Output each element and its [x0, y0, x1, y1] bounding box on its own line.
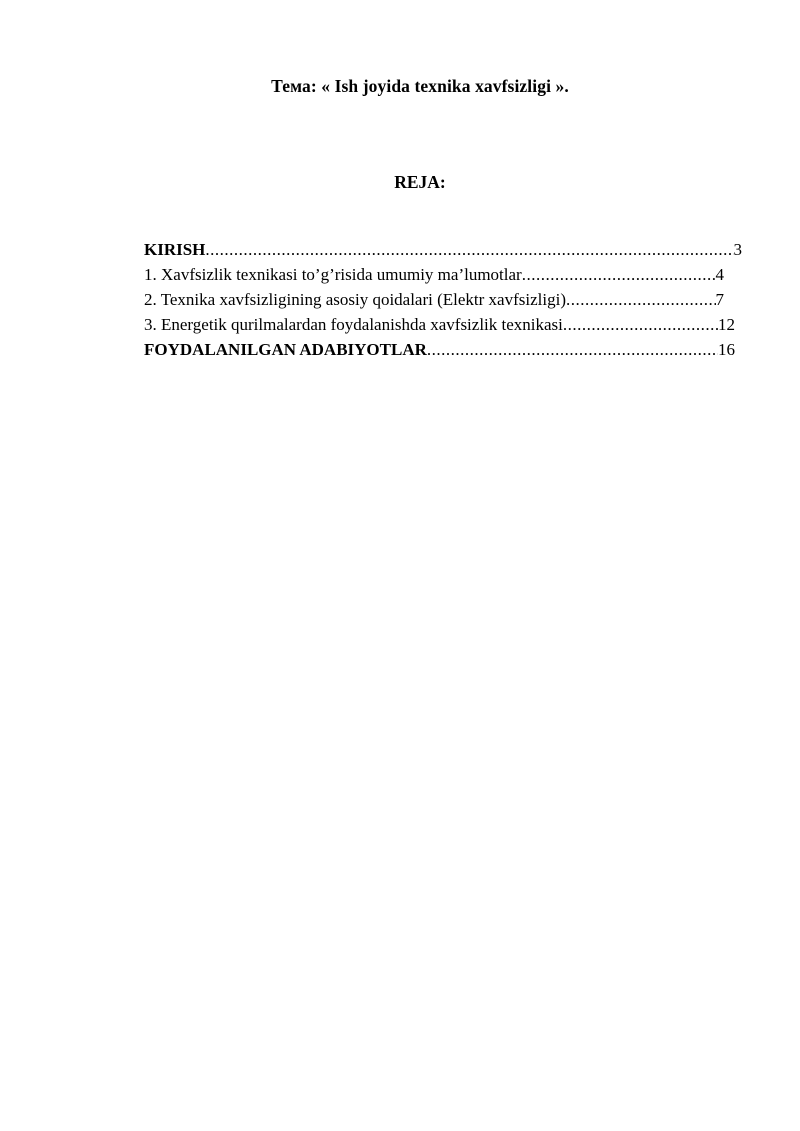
toc-entry-title: 2. Texnika xavfsizligining asosiy qoidalari (Elektr xavfsizligi)	[144, 290, 566, 309]
document-title: Тема: « Ish joyida texnika xavfsizligi ».	[271, 76, 569, 96]
toc-leader-dots	[522, 262, 716, 287]
toc-entry-1	[144, 262, 724, 287]
toc-entry-3	[144, 312, 735, 337]
toc-entry-kirish	[144, 237, 742, 262]
toc-entry-title: FOYDALANILGAN ADABIYOTLAR	[144, 340, 427, 359]
toc-entry-references	[144, 337, 735, 362]
plan-heading: REJA:	[394, 172, 446, 192]
toc-entry-page: 4	[715, 265, 724, 284]
toc-leader-dots	[205, 237, 733, 262]
toc-entry-page: 7	[715, 290, 724, 309]
toc-entry-page: 12	[718, 315, 735, 334]
table-of-contents	[144, 237, 744, 362]
toc-entry-title: 3. Energetik qurilmalardan foydalanishda xavfsizlik texnikasi	[144, 315, 563, 334]
toc-entry-page: 3	[733, 240, 742, 259]
toc-leader-dots	[427, 337, 718, 362]
toc-leader-dots	[563, 312, 718, 337]
toc-leader-dots	[566, 287, 716, 312]
toc-entry-title: 1. Xavfsizlik texnikasi to’g’risida umumiy ma’lumotlar	[144, 265, 522, 284]
toc-entry-title: KIRISH	[144, 240, 206, 259]
toc-entry-2	[144, 287, 724, 312]
toc-entry-page: 16	[718, 340, 735, 359]
